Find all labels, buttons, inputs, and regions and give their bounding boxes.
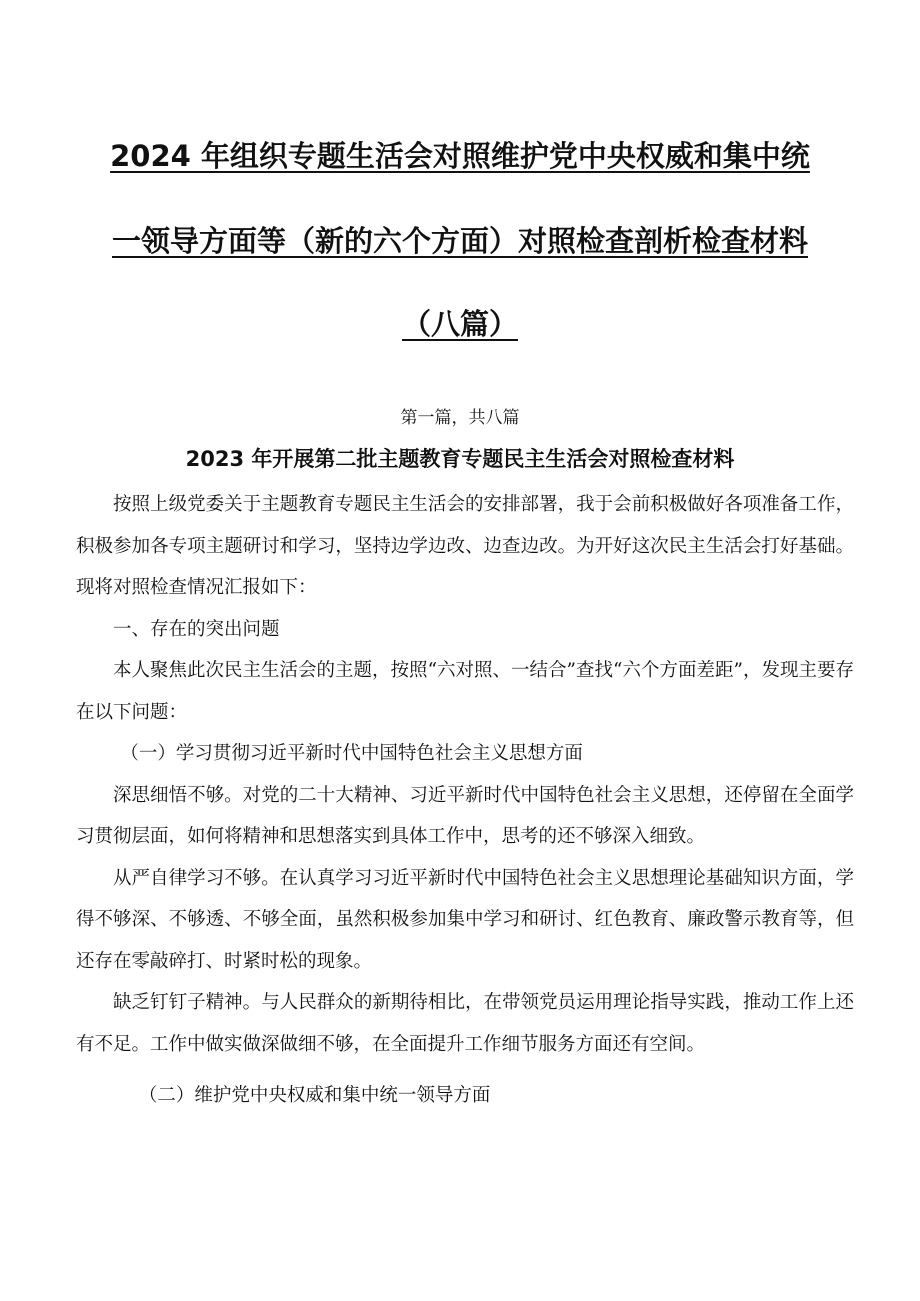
document-title-line-2: 一领导方面等（新的六个方面）对照检查剖析检查材料 [111,224,808,258]
article-title: 2023 年开展第二批主题教育专题民主生活会对照检查材料 [185,447,735,471]
document-title-line-1: 2024 年组织专题生活会对照维护党中央权威和集中统 [110,139,810,173]
body-paragraph: 缺乏钉钉子精神。与人民群众的新期待相比，在带领党员运用理论指导实践，推动工作上还有不足。工作中做实做深做细不够，在全面提升工作细节服务方面还有空间。 [76,992,854,1055]
subsection-heading: （二）维护党中央权威和集中统一领导方面 [138,1085,491,1106]
document-title-line-3: （八篇） [401,307,518,341]
section-heading: 一、存在的突出问题 [113,618,280,640]
article-body [76,484,854,1117]
body-paragraph: 深思细悟不够。对党的二十大精神、习近平新时代中国特色社会主义思想，还停留在全面学习贯彻层面，如何将精神和思想落实到具体工作中，思考的还不够深入细致。 [76,784,854,847]
subsection-heading: （一）学习贯彻习近平新时代中国特色社会主义思想方面 [120,743,583,764]
intro-paragraph: 按照上级党委关于主题教育专题民主生活会的安排部署，我于会前积极做好各项准备工作，积极参加各专项主题研讨和学习，坚持边学边改、边查边改。为开好这次民主生活会打好基础。现将对照检查情况汇报如下： [76,494,854,598]
article-label: 第一篇，共八篇 [400,408,520,428]
body-paragraph: 本人聚焦此次民主生活会的主题，按照“六对照、一结合”查找“六个方面差距”，发现主要存在以下问题： [76,660,854,723]
body-paragraph: 从严自律学习不够。在认真学习习近平新时代中国特色社会主义思想理论基础知识方面，学得不够深、不够透、不够全面，虽然积极参加集中学习和研讨、红色教育、廉政警示教育等，但还存在零敲碎打、时紧时松的现象。 [76,867,854,972]
